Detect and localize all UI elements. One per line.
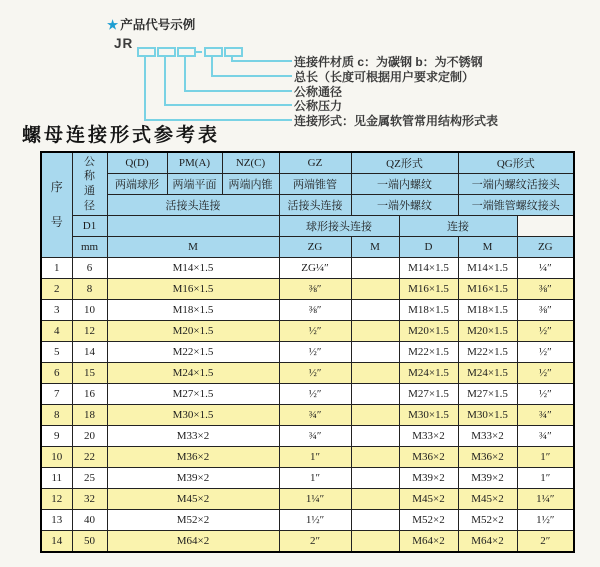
connector-line-5 (144, 55, 292, 121)
cell-zg: ½″ (279, 384, 351, 405)
cell-dn: 18 (72, 405, 107, 426)
cell-zg: 1¼″ (279, 489, 351, 510)
code-prefix: JR (114, 36, 134, 51)
cell-dn: 6 (72, 258, 107, 279)
label-material: 连接件材质 c：为碳钢 b：为不锈钢 (294, 55, 483, 69)
table-row (41, 468, 574, 489)
cell-qg_zg: ½″ (517, 342, 574, 363)
header-qz-d-col: D (399, 237, 458, 258)
header-q-ends: 两端球形 (107, 174, 167, 195)
cell-m: M22×1.5 (107, 342, 279, 363)
cell-m: M14×1.5 (107, 258, 279, 279)
cell-no: 11 (41, 468, 72, 489)
cell-dn: 20 (72, 426, 107, 447)
cell-qz_m (351, 489, 399, 510)
header-zg-col: ZG (279, 237, 351, 258)
label-pressure: 公称压力 (294, 99, 343, 113)
cell-qz_d: M18×1.5 (399, 300, 458, 321)
cell-no: 7 (41, 384, 72, 405)
cell-zg: ¾″ (279, 405, 351, 426)
cell-qg_zg: ½″ (517, 321, 574, 342)
header-qg-zg-col: ZG (517, 237, 574, 258)
cell-m: M30×1.5 (107, 405, 279, 426)
cell-qg_m: M33×2 (458, 426, 517, 447)
table-row (41, 363, 574, 384)
cell-zg: 1½″ (279, 510, 351, 531)
cell-qg_zg: ⅜″ (517, 300, 574, 321)
cell-qg_zg: 1½″ (517, 510, 574, 531)
table-row (41, 258, 574, 279)
cell-m: M27×1.5 (107, 384, 279, 405)
cell-no: 12 (41, 489, 72, 510)
nut-connection-table (40, 151, 575, 553)
label-length: 总长（长度可根据用户要求定制） (294, 70, 475, 84)
cell-qg_m: M18×1.5 (458, 300, 517, 321)
cell-qz_d: M22×1.5 (399, 342, 458, 363)
header-d1: D1 (72, 216, 107, 237)
cell-dn: 25 (72, 468, 107, 489)
cell-no: 13 (41, 510, 72, 531)
cell-qg_zg: 1¼″ (517, 489, 574, 510)
header-pm-ends: 两端平面 (167, 174, 222, 195)
header-gz-ends: 两端锥管 (279, 174, 351, 195)
cell-zg: ⅜″ (279, 300, 351, 321)
header-nz-ends: 两端内锥 (222, 174, 279, 195)
cell-qz_d: M30×1.5 (399, 405, 458, 426)
cell-dn: 50 (72, 531, 107, 553)
cell-qg_m: M22×1.5 (458, 342, 517, 363)
cell-qg_m: M20×1.5 (458, 321, 517, 342)
header-union-left: 活接头连接 (107, 195, 279, 216)
cell-qz_m (351, 384, 399, 405)
cell-m: M52×2 (107, 510, 279, 531)
cell-qz_d: M64×2 (399, 531, 458, 553)
cell-qg_zg: ¾″ (517, 405, 574, 426)
header-qg-m-col: M (458, 237, 517, 258)
cell-zg: ½″ (279, 363, 351, 384)
cell-qg_m: M64×2 (458, 531, 517, 553)
cell-qz_m (351, 300, 399, 321)
cell-zg: ¾″ (279, 426, 351, 447)
cell-qz_d: M36×2 (399, 447, 458, 468)
cell-qz_d: M39×2 (399, 468, 458, 489)
cell-no: 8 (41, 405, 72, 426)
cell-qg_zg: 1″ (517, 468, 574, 489)
header-form-qg: QG形式 (458, 152, 574, 174)
table-row (41, 510, 574, 531)
cell-qg_zg: ½″ (517, 384, 574, 405)
label-conn-form: 连接形式：见金属软管常用结构形式表 (294, 114, 499, 128)
cell-no: 14 (41, 531, 72, 553)
cell-m: M36×2 (107, 447, 279, 468)
cell-zg: 1″ (279, 468, 351, 489)
cell-no: 10 (41, 447, 72, 468)
cell-qg_zg: 1″ (517, 447, 574, 468)
cell-qz_d: M14×1.5 (399, 258, 458, 279)
table-body (41, 258, 574, 553)
cell-zg: 1″ (279, 447, 351, 468)
header-qz-m-col: M (351, 237, 399, 258)
cell-qg_m: M36×2 (458, 447, 517, 468)
cell-qg_m: M45×2 (458, 489, 517, 510)
cell-qz_d: M33×2 (399, 426, 458, 447)
cell-m: M20×1.5 (107, 321, 279, 342)
cell-zg: 2″ (279, 531, 351, 553)
cell-no: 3 (41, 300, 72, 321)
cell-qg_m: M39×2 (458, 468, 517, 489)
cell-dn: 22 (72, 447, 107, 468)
table-row (41, 405, 574, 426)
header-blank-left (107, 216, 279, 237)
header-qz-conn: 球形接头连接 (279, 216, 399, 237)
cell-zg: ½″ (279, 321, 351, 342)
cell-dn: 16 (72, 384, 107, 405)
cell-qg_zg: ½″ (517, 363, 574, 384)
cell-qg_zg: ⅜″ (517, 279, 574, 300)
table-row (41, 342, 574, 363)
cell-dn: 12 (72, 321, 107, 342)
cell-zg: ½″ (279, 342, 351, 363)
cell-qz_d: M24×1.5 (399, 363, 458, 384)
cell-qz_d: M16×1.5 (399, 279, 458, 300)
cell-qz_m (351, 468, 399, 489)
product-code-heading-label: 产品代号示例 (120, 18, 196, 32)
table-row (41, 447, 574, 468)
code-dash (196, 51, 202, 53)
header-qg-conn: 连接 (399, 216, 517, 237)
cell-no: 9 (41, 426, 72, 447)
cell-qg_m: M27×1.5 (458, 384, 517, 405)
table-row (41, 321, 574, 342)
cell-dn: 15 (72, 363, 107, 384)
cell-m: M39×2 (107, 468, 279, 489)
cell-qz_d: M45×2 (399, 489, 458, 510)
cell-m: M24×1.5 (107, 363, 279, 384)
header-form-q: Q(D) (107, 152, 167, 174)
header-mm: mm (72, 237, 107, 258)
page-title: 螺母连接形式参考表 (22, 124, 221, 146)
cell-qg_zg: ¾″ (517, 426, 574, 447)
cell-qz_m (351, 363, 399, 384)
header-form-qz: QZ形式 (351, 152, 458, 174)
cell-dn: 40 (72, 510, 107, 531)
cell-no: 6 (41, 363, 72, 384)
table-row (41, 384, 574, 405)
table-row (41, 489, 574, 510)
cell-qz_m (351, 279, 399, 300)
label-diameter: 公称通径 (294, 85, 343, 99)
header-qg-ends: 一端内螺纹活接头 (458, 174, 574, 195)
cell-m: M16×1.5 (107, 279, 279, 300)
cell-qz_d: M27×1.5 (399, 384, 458, 405)
cell-m: M33×2 (107, 426, 279, 447)
cell-no: 1 (41, 258, 72, 279)
header-dn: 公称通径 (72, 152, 107, 216)
cell-dn: 8 (72, 279, 107, 300)
cell-zg: ZG¼″ (279, 258, 351, 279)
cell-qz_m (351, 258, 399, 279)
cell-qz_m (351, 426, 399, 447)
cell-qz_m (351, 531, 399, 553)
cell-qg_zg: 2″ (517, 531, 574, 553)
table-header (41, 152, 574, 258)
cell-m: M18×1.5 (107, 300, 279, 321)
cell-qg_m: M52×2 (458, 510, 517, 531)
header-form-pm: PM(A) (167, 152, 222, 174)
cell-qg_zg: ¼″ (517, 258, 574, 279)
star-icon: ★ (107, 18, 119, 32)
cell-zg: ⅜″ (279, 279, 351, 300)
header-serial: 序号 (41, 152, 72, 258)
cell-qz_d: M52×2 (399, 510, 458, 531)
header-union-gz: 活接头连接 (279, 195, 351, 216)
cell-qg_m: M14×1.5 (458, 258, 517, 279)
cell-dn: 14 (72, 342, 107, 363)
cell-m: M45×2 (107, 489, 279, 510)
cell-dn: 10 (72, 300, 107, 321)
cell-qz_m (351, 321, 399, 342)
header-form-gz: GZ (279, 152, 351, 174)
cell-qz_m (351, 405, 399, 426)
header-form-nz: NZ(C) (222, 152, 279, 174)
header-qz-ends2: 一端外螺纹 (351, 195, 458, 216)
cell-no: 2 (41, 279, 72, 300)
cell-qz_m (351, 510, 399, 531)
cell-qz_m (351, 447, 399, 468)
cell-qg_m: M24×1.5 (458, 363, 517, 384)
product-code-heading (107, 15, 195, 33)
header-qg-ends2: 一端锥管螺纹接头 (458, 195, 574, 216)
cell-m: M64×2 (107, 531, 279, 553)
table-row (41, 426, 574, 447)
header-m-col: M (107, 237, 279, 258)
cell-qg_m: M30×1.5 (458, 405, 517, 426)
cell-dn: 32 (72, 489, 107, 510)
cell-no: 5 (41, 342, 72, 363)
cell-no: 4 (41, 321, 72, 342)
table-row (41, 300, 574, 321)
cell-qg_m: M16×1.5 (458, 279, 517, 300)
header-qz-ends: 一端内螺纹 (351, 174, 458, 195)
cell-qz_d: M20×1.5 (399, 321, 458, 342)
table-row (41, 531, 574, 553)
table-row (41, 279, 574, 300)
cell-qz_m (351, 342, 399, 363)
